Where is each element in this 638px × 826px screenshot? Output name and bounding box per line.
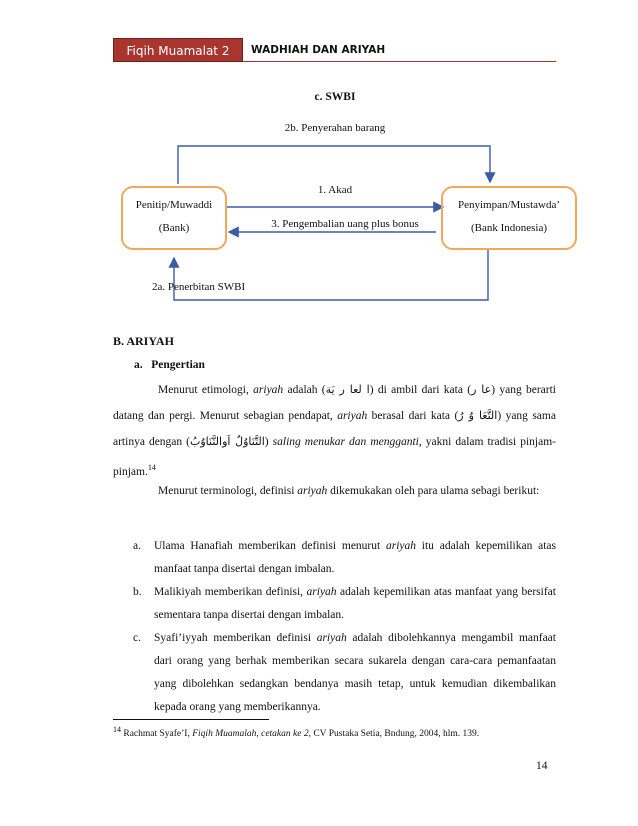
- list-item: [133, 535, 556, 581]
- header-tab: Fiqih Muamalat 2: [113, 38, 243, 62]
- diagram-title: c. SWBI: [314, 91, 356, 103]
- list-text: Syafi’iyyah memberikan definisi: [154, 632, 317, 644]
- p1-italic: ariyah: [253, 384, 284, 396]
- label-2a: 2a. Penerbitan SWBI: [152, 281, 246, 293]
- footnote-text2: ,: [256, 729, 262, 740]
- p1-text5: berasal dari kata (: [367, 410, 459, 422]
- list-italic: ariyah: [385, 540, 417, 552]
- p1-text4: ) yang berarti datang dan pergi. Menurut sebagian pendapat,: [113, 384, 557, 422]
- list-italic: ariyah: [306, 586, 337, 598]
- p2-italic: ariyah: [297, 485, 328, 497]
- label-1: 1. Akad: [317, 184, 353, 196]
- p1-italic2: ariyah: [337, 410, 368, 422]
- footnote: [113, 725, 479, 739]
- list-marker: b.: [133, 586, 142, 598]
- right-box-line2: (Bank Indonesia): [470, 222, 548, 234]
- arabic-term-2: عا ر: [471, 383, 492, 396]
- footnote-italic: Fiqih Muamalah: [192, 729, 257, 740]
- p1-text8: , yakni dalam tradisi pinjam-pinjam.: [113, 436, 556, 478]
- footnote-text: Rachmat Syafe’I,: [121, 729, 193, 740]
- sub-heading: a. Pengertian: [134, 359, 205, 371]
- p1-text6: ) yang sama artinya dengan (: [113, 410, 556, 448]
- label-2b: 2b. Penyerahan barang: [284, 122, 386, 134]
- page-number: 14: [536, 760, 548, 772]
- footnote-text3: , CV Pustaka Setia, Bndung, 2004, hlm. 139.: [308, 729, 480, 740]
- right-box: [441, 186, 577, 250]
- p2-text: Menurut terminologi, definisi: [158, 485, 298, 497]
- p1-text2: adalah (: [283, 384, 326, 396]
- list-item: [133, 581, 556, 627]
- label-3: 3. Pengembalian uang plus bonus: [271, 218, 419, 230]
- diagram-lines: [0, 0, 638, 320]
- p1-text: Menurut etimologi,: [158, 384, 254, 396]
- right-box-line1: Penyimpan/Mustawda’: [457, 199, 561, 211]
- list-marker: c.: [133, 632, 141, 644]
- left-box-line2: (Bank): [158, 222, 190, 234]
- list-text2: itu adalah kepemilikan atas manfaat tanpa disertai dengan imbalan.: [154, 540, 556, 575]
- header-title: WADHIAH DAN ARIYAH: [251, 44, 386, 56]
- p1-italic3: saling menukar dan mengganti: [272, 436, 419, 448]
- left-box: [121, 186, 227, 250]
- list-text: Malikiyah memberikan definisi,: [154, 586, 307, 598]
- footnote-rule: [113, 719, 269, 720]
- section-heading: B. ARIYAH: [113, 334, 174, 348]
- arabic-term-3: التَّعَا وُ رُ: [458, 409, 498, 422]
- p1-text7: ): [264, 436, 273, 448]
- arrow-2b: [178, 146, 490, 184]
- paragraph-terminologi: [113, 478, 556, 504]
- p1-text3: ) di ambil dari kata (: [369, 384, 472, 396]
- list-text: Ulama Hanafiah memberikan definisi menurut: [154, 540, 386, 552]
- list-text2: adalah dibolehkannya mengambil manfaat dari orang yang berhak memberikan secara sukarela dengan cara-cara pemanfaatan yang dibolehkan sedangkan bendanya masih tetap, untuk kemudian dikembalikan kepada orang yang memberikannya.: [154, 632, 556, 713]
- footnote-italic2: cetakan ke 2: [261, 729, 309, 740]
- list-italic: ariyah: [316, 632, 347, 644]
- footnote-number: 14: [113, 725, 121, 734]
- left-box-line1: Penitip/Muwaddi: [135, 199, 213, 211]
- arabic-term-4: التَّنَاوُلُ اَوالتَّنَاوُبُ: [190, 435, 265, 448]
- list-item: [133, 627, 556, 719]
- paragraph-etimologi: [113, 377, 556, 485]
- p2-text2: dikemukakan oleh para ulama sebagi berikut:: [327, 485, 540, 497]
- list-marker: a.: [133, 540, 141, 552]
- footnote-ref[interactable]: 14: [147, 463, 156, 472]
- arabic-term-1: ا لعا ر يَة: [325, 383, 370, 396]
- list-text2: adalah kepemilikan atas manfaat yang bersifat sementara tanpa disertai dengan imbalan.: [154, 586, 556, 621]
